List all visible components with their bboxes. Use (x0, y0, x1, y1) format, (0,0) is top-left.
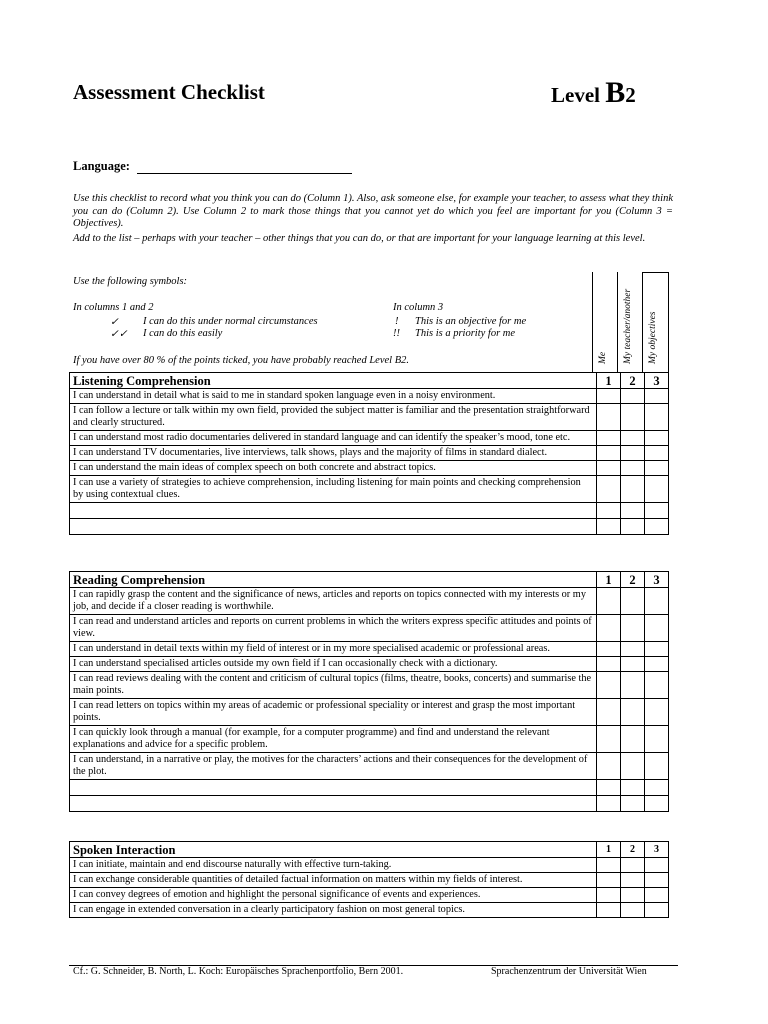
check-cell-me[interactable] (597, 503, 621, 519)
check-cell-me[interactable] (597, 642, 621, 657)
blank-item[interactable] (70, 796, 597, 812)
checklist-item: I can read letters on topics within my areas of academic or professional speciality or interest and grasp the most important points. (70, 699, 597, 726)
col-header-objectives: My objectives (648, 311, 658, 364)
checklist-row (70, 903, 669, 918)
double-check-symbol-text: I can do this easily (143, 328, 223, 339)
check-cell-me[interactable] (597, 873, 621, 888)
check-cell-objective[interactable] (645, 873, 669, 888)
check-cell-teacher[interactable] (621, 615, 645, 642)
blank-row (70, 796, 669, 812)
listening-table (69, 372, 669, 535)
check-cell-teacher[interactable] (621, 796, 645, 812)
level-letter: B (605, 76, 626, 109)
checklist-item: I can understand TV documentaries, live interviews, talk shows, plays and the majority of films in standard dialect. (70, 446, 597, 461)
check-cell-objective[interactable] (645, 404, 669, 431)
checklist-row (70, 672, 669, 699)
checklist-row (70, 588, 669, 615)
check-cell-teacher[interactable] (621, 780, 645, 796)
blank-item[interactable] (70, 519, 597, 535)
check-cell-objective[interactable] (645, 672, 669, 699)
check-cell-teacher[interactable] (621, 389, 645, 404)
blank-item[interactable] (70, 503, 597, 519)
section-header (70, 373, 669, 389)
col-number: 1 (597, 373, 621, 389)
level-number: 2 (625, 83, 636, 107)
checklist-row (70, 642, 669, 657)
check-cell-objective[interactable] (645, 461, 669, 476)
check-cell-teacher[interactable] (621, 699, 645, 726)
check-cell-objective[interactable] (645, 476, 669, 503)
double-check-symbol: ✓✓ (110, 329, 128, 340)
language-label: Language: (73, 159, 130, 173)
checklist-item: I can understand the main ideas of complex speech on both concrete and abstract topics. (70, 461, 597, 476)
checklist-row (70, 873, 669, 888)
spoken-interaction-table (69, 841, 669, 918)
check-cell-objective[interactable] (645, 780, 669, 796)
check-cell-me[interactable] (597, 672, 621, 699)
check-cell-teacher[interactable] (621, 519, 645, 535)
exclaim-symbol-text: This is an objective for me (415, 316, 527, 327)
check-cell-teacher[interactable] (621, 873, 645, 888)
check-cell-objective[interactable] (645, 858, 669, 873)
checklist-item: I can use a variety of strategies to achieve comprehension, including listening for main points and checking comprehension by using contextual clues. (70, 476, 597, 503)
check-cell-me[interactable] (597, 888, 621, 903)
check-cell-me[interactable] (597, 780, 621, 796)
level-word: Level (551, 83, 600, 107)
check-cell-teacher[interactable] (621, 503, 645, 519)
checklist-item: I can read and understand articles and reports on current problems in which the writers express specific attitudes and points of view. (70, 615, 597, 642)
check-cell-objective[interactable] (645, 431, 669, 446)
section-title: Listening Comprehension (70, 373, 597, 389)
exclaim-symbol: ! (395, 316, 399, 327)
check-cell-teacher[interactable] (621, 726, 645, 753)
col-number: 1 (597, 572, 621, 588)
double-exclaim-symbol: !! (393, 328, 400, 339)
check-cell-teacher[interactable] (621, 672, 645, 699)
checklist-row (70, 476, 669, 503)
section-title: Reading Comprehension (70, 572, 597, 588)
check-symbol-text: I can do this under normal circumstances (143, 316, 318, 327)
check-cell-me[interactable] (597, 461, 621, 476)
check-cell-teacher[interactable] (621, 858, 645, 873)
col-divider (642, 272, 643, 372)
checklist-row (70, 446, 669, 461)
col-number: 3 (645, 572, 669, 588)
page-title: Assessment Checklist (73, 80, 265, 104)
col-number: 1 (597, 842, 621, 858)
check-cell-me[interactable] (597, 753, 621, 780)
check-cell-me[interactable] (597, 476, 621, 503)
check-cell-me[interactable] (597, 699, 621, 726)
reading-table (69, 571, 669, 812)
col-divider (592, 272, 593, 372)
section-title: Spoken Interaction (70, 842, 597, 858)
check-cell-objective[interactable] (645, 726, 669, 753)
language-fill-line (137, 173, 352, 174)
check-cell-objective[interactable] (645, 642, 669, 657)
check-cell-me[interactable] (597, 446, 621, 461)
check-cell-me[interactable] (597, 615, 621, 642)
check-cell-teacher[interactable] (621, 476, 645, 503)
col-header-teacher: My teacher/another (623, 288, 633, 364)
check-cell-objective[interactable] (645, 389, 669, 404)
footer-institution: Sprachenzentrum der Universität Wien (491, 966, 647, 977)
check-cell-teacher[interactable] (621, 588, 645, 615)
check-cell-objective[interactable] (645, 519, 669, 535)
checklist-row (70, 615, 669, 642)
col-number: 3 (645, 373, 669, 389)
check-cell-objective[interactable] (645, 615, 669, 642)
checklist-row (70, 431, 669, 446)
section-header (70, 842, 669, 858)
check-cell-teacher[interactable] (621, 404, 645, 431)
checklist-item: I can quickly look through a manual (for example, for a computer programme) and find and understand the relevant explanations and advice for a specific problem. (70, 726, 597, 753)
check-cell-teacher[interactable] (621, 753, 645, 780)
checklist-row (70, 888, 669, 903)
check-cell-me[interactable] (597, 389, 621, 404)
check-cell-teacher[interactable] (621, 642, 645, 657)
check-cell-teacher[interactable] (621, 903, 645, 918)
blank-row (70, 519, 669, 535)
check-cell-me[interactable] (597, 519, 621, 535)
check-cell-teacher[interactable] (621, 431, 645, 446)
checklist-row (70, 389, 669, 404)
check-cell-objective[interactable] (645, 888, 669, 903)
check-cell-me[interactable] (597, 726, 621, 753)
checklist-item: I can understand in detail what is said to me in standard spoken language even in a noisy environment. (70, 389, 597, 404)
check-cell-me[interactable] (597, 858, 621, 873)
col-divider (617, 272, 618, 372)
check-cell-objective[interactable] (645, 503, 669, 519)
threshold-note: If you have over 80 % of the points ticked, you have probably reached Level B2. (73, 355, 409, 366)
double-exclaim-symbol-text: This is a priority for me (415, 328, 516, 339)
checklist-item: I can understand specialised articles outside my own field if I can occasionally check with a dictionary. (70, 657, 597, 672)
check-symbol: ✓ (110, 317, 119, 328)
col12-label: In columns 1 and 2 (73, 302, 154, 313)
check-cell-objective[interactable] (645, 446, 669, 461)
symbols-intro: Use the following symbols: (73, 276, 188, 287)
checklist-item: I can engage in extended conversation in a clearly participatory fashion on most general topics. (70, 903, 597, 918)
check-cell-teacher[interactable] (621, 461, 645, 476)
blank-row (70, 780, 669, 796)
checklist-item: I can convey degrees of emotion and highlight the personal significance of events and experiences. (70, 888, 597, 903)
checklist-row (70, 461, 669, 476)
col-header-me: Me (598, 351, 608, 364)
checklist-row (70, 657, 669, 672)
col-divider (668, 272, 669, 372)
check-cell-me[interactable] (597, 796, 621, 812)
check-cell-objective[interactable] (645, 657, 669, 672)
checklist-item: I can read reviews dealing with the content and criticism of cultural topics (films, theatre, books, concerts) and summarise the main points. (70, 672, 597, 699)
checklist-row (70, 858, 669, 873)
check-cell-me[interactable] (597, 657, 621, 672)
checklist-item: I can understand most radio documentaries delivered in standard language and can identify the speaker’s mood, tone etc. (70, 431, 597, 446)
checklist-item: I can follow a lecture or talk within my own field, provided the subject matter is familiar and the presentation straightforward and clearly structured. (70, 404, 597, 431)
blank-row (70, 503, 669, 519)
blank-item[interactable] (70, 780, 597, 796)
check-cell-objective[interactable] (645, 588, 669, 615)
check-cell-objective[interactable] (645, 796, 669, 812)
section-header (70, 572, 669, 588)
col-top-line (642, 272, 669, 273)
col3-label: In column 3 (393, 302, 444, 313)
checklist-item: I can rapidly grasp the content and the significance of news, articles and reports on topics connected with my interests or my job, and decide if a closer reading is worthwhile. (70, 588, 597, 615)
check-cell-me[interactable] (597, 431, 621, 446)
check-cell-teacher[interactable] (621, 888, 645, 903)
check-cell-me[interactable] (597, 903, 621, 918)
checklist-row (70, 699, 669, 726)
check-cell-me[interactable] (597, 404, 621, 431)
check-cell-objective[interactable] (645, 753, 669, 780)
checklist-item: I can understand, in a narrative or play, the motives for the characters’ actions and their consequences for the development of the plot. (70, 753, 597, 780)
check-cell-teacher[interactable] (621, 657, 645, 672)
checklist-item: I can initiate, maintain and end discourse naturally with effective turn-taking. (70, 858, 597, 873)
checklist-item: I can exchange considerable quantities of detailed factual information on matters within my fields of interest. (70, 873, 597, 888)
checklist-row (70, 753, 669, 780)
level-indicator (551, 76, 636, 110)
col-number: 3 (645, 842, 669, 858)
checklist-row (70, 404, 669, 431)
check-cell-objective[interactable] (645, 699, 669, 726)
checklist-item: I can understand in detail texts within my field of interest or in my more specialised academic or professional areas. (70, 642, 597, 657)
check-cell-teacher[interactable] (621, 446, 645, 461)
col-number: 2 (621, 572, 645, 588)
intro-paragraph-1: Use this checklist to record what you think you can do (Column 1). Also, ask someone else, for example your teacher, to assess what they think you can do (Column 2). Use Column 2 to mark those things that you cannot yet do which you feel are important for you (Column 3 = Objectives). (73, 193, 673, 229)
intro-paragraph-2: Add to the list – perhaps with your teacher – other things that you can do, or that are important for your language learning at this level. (73, 233, 646, 244)
checklist-row (70, 726, 669, 753)
col-number: 2 (621, 842, 645, 858)
col-number: 2 (621, 373, 645, 389)
check-cell-objective[interactable] (645, 903, 669, 918)
footer-citation: Cf.: G. Schneider, B. North, L. Koch: Europäisches Sprachenportfolio, Bern 2001. (73, 966, 404, 977)
check-cell-me[interactable] (597, 588, 621, 615)
